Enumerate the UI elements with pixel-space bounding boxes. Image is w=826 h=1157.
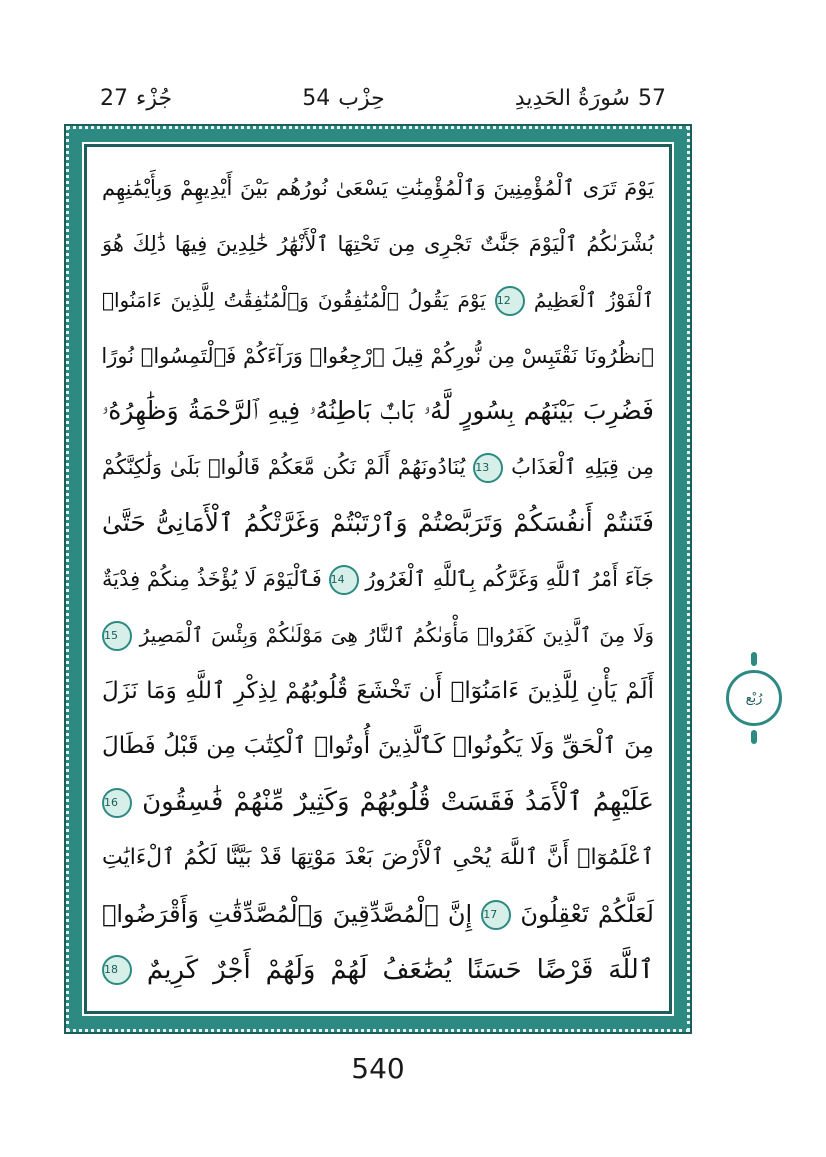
text-line: يَوْمَ تَرَى ٱلْمُؤْمِنِينَ وَٱلْمُؤْمِنَٰتِ يَسْعَىٰ نُورُهُم بَيْنَ أَيْدِيهِمْ وَبِأَيْمَٰنِهِم xyxy=(102,176,654,200)
hizb-indicator xyxy=(302,86,384,111)
text-line: ٱلْفَوْزُ ٱلْعَظِيمُ 12 يَوْمَ يَقُولُ ٱلْمُنَٰفِقُونَ وَٱلْمُنَٰفِقَٰتُ لِلَّذِينَ ءَامَنُوا۟ xyxy=(102,274,654,326)
text-line: ٱعْلَمُوٓا۟ أَنَّ ٱللَّهَ يُحْىِ ٱلْأَرْضَ بَعْدَ مَوْتِهَا قَدْ بَيَّنَّا لَكُمُ ٱلْءَايَٰتِ xyxy=(102,845,654,871)
ayah-marker: 17 xyxy=(481,900,511,930)
ayah-marker: 13 xyxy=(473,453,503,483)
text-line: عَلَيْهِمُ ٱلْأَمَدُ فَقَسَتْ قُلُوبُهُمْ وَكَثِيرٌ مِّنْهُمْ فَٰسِقُونَ 16 xyxy=(104,787,655,818)
text-line: جَآءَ أَمْرُ ٱللَّهِ وَغَرَّكُم بِٱللَّهِ ٱلْغَرُورُ 14 فَٱلْيَوْمَ لَا يُؤْخَذُ مِنكُمْ فِدْيَةٌ xyxy=(102,553,654,605)
ayah-marker: 16 xyxy=(102,788,132,818)
text-line: ٱنظُرُونَا نَقْتَبِسْ مِن نُّورِكُمْ قِيلَ ٱرْجِعُوا۟ وَرَآءَكُمْ فَٱلْتَمِسُوا۟ نُورًا xyxy=(101,343,654,368)
text-line: مِن قِبَلِهِ ٱلْعَذَابُ 13 يُنَادُونَهُمْ أَلَمْ نَكُن مَّعَكُمْ قَالُوا۟ بَلَىٰ وَلَٰكِنَّكُمْ xyxy=(102,441,654,493)
text-line: أَلَمْ يَأْنِ لِلَّذِينَ ءَامَنُوٓا۟ أَن تَخْشَعَ قُلُوبُهُمْ لِذِكْرِ ٱللَّهِ وَمَا نَزَلَ xyxy=(102,677,654,704)
text-line: لَعَلَّكُمْ تَعْقِلُونَ 17 إِنَّ ٱلْمُصَّدِّقِينَ وَٱلْمُصَّدِّقَٰتِ وَأَقْرَضُوا۟ xyxy=(102,899,654,928)
ornamental-frame xyxy=(66,126,690,1032)
text-line: وَلَا مِنَ ٱلَّذِينَ كَفَرُوا۟ مَأْوَىٰكُمُ ٱلنَّارُ هِىَ مَوْلَىٰكُمْ وَبِئْسَ ٱلْمَصِيرُ 15 xyxy=(102,609,654,661)
juz-indicator xyxy=(100,86,172,111)
surah-title xyxy=(515,86,666,111)
quran-text-area xyxy=(102,162,654,996)
text-line: فَضُرِبَ بَيْنَهُم بِسُورٍ لَّهُۥ بَابٌۢ بَاطِنُهُۥ فِيهِ ٱلرَّحْمَةُ وَظَٰهِرُهُۥ xyxy=(102,396,654,426)
juz-number: 27 xyxy=(100,85,129,111)
rub-ornament-icon xyxy=(724,650,784,746)
text-line: فَتَنتُمْ أَنفُسَكُمْ وَتَرَبَّصْتُمْ وَٱرْتَبْتُمْ وَغَرَّتْكُمُ ٱلْأَمَانِىُّ حَتَّىٰ xyxy=(102,508,654,538)
text-line: مِنَ ٱلْحَقِّ وَلَا يَكُونُوا۟ كَٱلَّذِينَ أُوتُوا۟ ٱلْكِتَٰبَ مِن قَبْلُ فَطَالَ xyxy=(102,733,654,760)
page-number: 540 xyxy=(351,1052,405,1085)
rub-label: رُبْع xyxy=(726,670,782,726)
ayah-marker: 18 xyxy=(102,955,132,985)
hizb-label: حِزْب xyxy=(338,85,385,111)
text-line: بُشْرَىٰكُمُ ٱلْيَوْمَ جَنَّٰتٌ تَجْرِى مِن تَحْتِهَا ٱلْأَنْهَٰرُ خَٰلِدِينَ فِيهَا ذَٰلِكَ هُوَ xyxy=(102,231,654,256)
ayah-marker: 12 xyxy=(495,286,525,316)
ayah-marker: 14 xyxy=(329,565,359,595)
surah-number: 57 xyxy=(638,85,666,111)
text-line: ٱللَّهَ قَرْضًا حَسَنًا يُضَٰعَفُ لَهُمْ وَلَهُمْ أَجْرٌ كَرِيمٌ 18 xyxy=(104,954,654,985)
ayah-marker: 15 xyxy=(102,621,132,651)
page-header xyxy=(100,80,666,116)
hizb-number: 54 xyxy=(302,85,331,111)
surah-name: سُورَةُ الحَدِيدِ xyxy=(514,85,630,111)
juz-label: جُزْء xyxy=(136,85,173,111)
